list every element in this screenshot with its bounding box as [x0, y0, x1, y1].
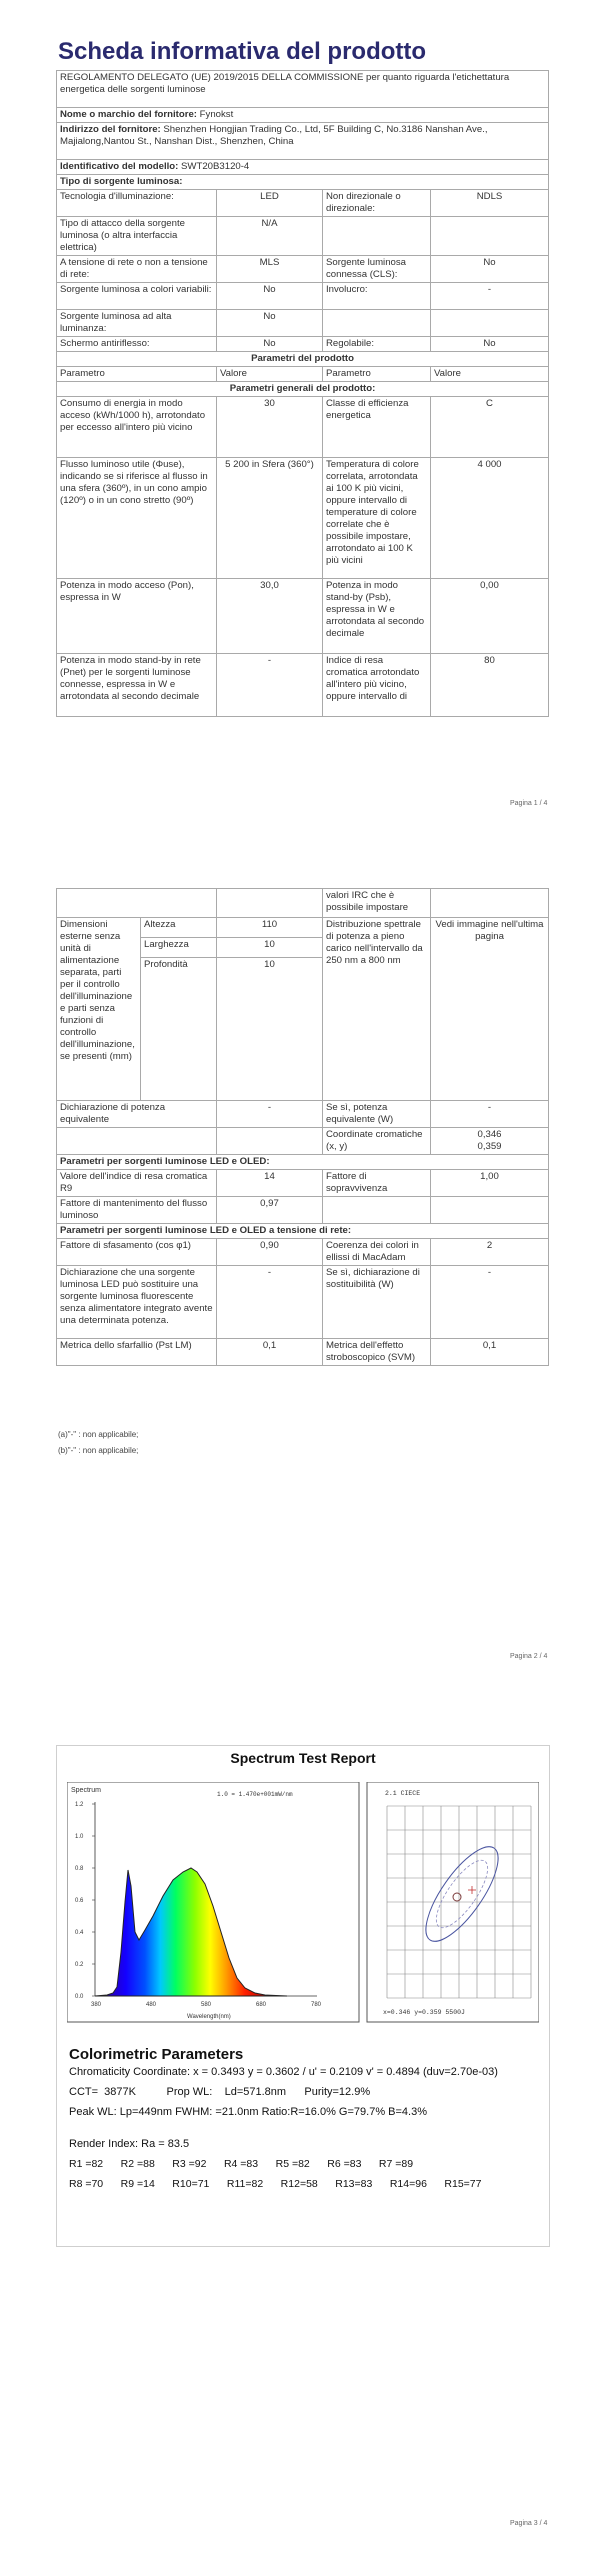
param-value: 30: [217, 397, 323, 458]
param-label: Dichiarazione di potenza equivalente: [57, 1101, 217, 1128]
cct-line: CCT= 3877K Prop WL: Ld=571.8nm Purity=12.9%: [69, 2086, 371, 2098]
spectrum-x-tick: 780: [311, 2002, 322, 2008]
r-values-line-2: R8 =70 R9 =14 R10=71 R11=82 R12=58 R13=83 R14=96 R15=77: [69, 2178, 482, 2190]
table-row: [57, 1101, 549, 1128]
param-label-2: [323, 217, 431, 256]
spectrum-label: Spectrum: [71, 1787, 101, 1794]
page-number-3: Pagina 3 / 4: [510, 2520, 548, 2527]
param-value-2: 2: [431, 1239, 549, 1266]
chromaticity-line: Chromaticity Coordinate: x = 0.3493 y = 0.3602 / u' = 0.2109 v' = 0.4894 (duv=2.70e-03): [69, 2066, 498, 2078]
dim-value-width: 10: [217, 938, 323, 958]
led-oled-header: Parametri per sorgenti luminose LED e OLED:: [57, 1155, 549, 1170]
page-title: Scheda informativa del prodotto: [58, 38, 427, 65]
param-label-2: Regolabile:: [323, 337, 431, 352]
supplier-label: Nome o marchio del fornitore:: [60, 109, 197, 120]
param-value-2: -: [431, 1266, 549, 1339]
param-label-2: Se sì, dichiarazione di sostituibilità (W): [323, 1266, 431, 1339]
product-info-table-page1: [56, 70, 549, 717]
param-value-2: [431, 1197, 549, 1224]
cie-label: 2.1 CIECE: [385, 1790, 421, 1797]
param-label: [57, 1128, 217, 1155]
table-row: [57, 337, 549, 352]
model-value: SWT20B3120-4: [181, 161, 250, 172]
supplier-value: Fynokst: [199, 109, 234, 120]
address-label: Indirizzo del fornitore:: [60, 124, 161, 135]
dim-value-height: 110: [217, 918, 323, 938]
param-label-2: Involucro:: [323, 283, 431, 310]
param-value-2: No: [431, 337, 549, 352]
cont-cell-empty-3: [431, 889, 549, 918]
param-label: Potenza in modo acceso (Pon), espressa in W: [57, 579, 217, 654]
table-row: [57, 256, 549, 283]
param-value: -: [217, 654, 323, 717]
param-value: -: [217, 1101, 323, 1128]
param-label-2: Indice di resa cromatica arrotondato all'intero più vicino, oppure intervallo di: [323, 654, 431, 717]
cie-coords: x=0.346 y=0.359 5500J: [383, 2009, 465, 2016]
table-row: [57, 579, 549, 654]
light-source-type-header: Tipo di sorgente luminosa:: [57, 175, 549, 190]
address-value: Shenzhen Hongjian Trading Co., Ltd, 5F Building C, No.3186 Nanshan Ave., Majialong,Nantou St., Nanshan Dist., Shenzhen, China: [60, 124, 488, 147]
spectral-distribution-label: Distribuzione spettrale di potenza a pieno carico nell'intervallo da 250 nm a 800 nm: [323, 918, 431, 1101]
general-params-header: Parametri generali del prodotto:: [57, 382, 549, 397]
param-value: 0,90: [217, 1239, 323, 1266]
supplier-row: [57, 108, 549, 123]
spectrum-x-tick: 580: [201, 2002, 212, 2008]
model-label: Identificativo del modello:: [60, 161, 179, 172]
param-label: Potenza in modo stand-by in rete (Pnet) per le sorgenti luminose connesse, espressa in W e arrotondata al secondo decimale: [57, 654, 217, 717]
page-number-2: Pagina 2 / 4: [510, 1653, 548, 1660]
dim-value-depth: 10: [217, 958, 323, 1101]
spectrum-formula: 1.0 = 1.470e+001mW/nm: [217, 1791, 293, 1798]
spectral-distribution-value: Vedi immagine nell'ultima pagina: [431, 918, 549, 1101]
param-value-2: 0,00: [431, 579, 549, 654]
cont-text: valori IRC che è possibile impostare: [323, 889, 431, 918]
param-value: N/A: [217, 217, 323, 256]
param-value-2: -: [431, 1101, 549, 1128]
led-oled-mains-header: Parametri per sorgenti luminose LED e OLED a tensione di rete:: [57, 1224, 549, 1239]
spectrum-y-tick: 1.2: [75, 1802, 84, 1808]
param-label: Sorgente luminosa a colori variabili:: [57, 283, 217, 310]
table-row: [57, 397, 549, 458]
table-row: [57, 217, 549, 256]
table-row: [57, 1239, 549, 1266]
cont-cell-empty-2: [217, 889, 323, 918]
param-label: A tensione di rete o non a tensione di rete:: [57, 256, 217, 283]
wavelength-label: Wavelength(nm): [187, 2014, 231, 2020]
param-label-2: Sorgente luminosa connessa (CLS):: [323, 256, 431, 283]
table-row: [57, 283, 549, 310]
param-label: Fattore di mantenimento del flusso luminoso: [57, 1197, 217, 1224]
page-number-1: Pagina 1 / 4: [510, 800, 548, 807]
param-value: 5 200 in Sfera (360°): [217, 458, 323, 579]
dimensions-label: Dimensioni esterne senza unità di alimentazione separata, parti per il controllo dell'illuminazione e parti senza funzioni di controllo dell'illuminazione, se presenti (mm): [57, 918, 141, 1101]
param-label-2: Non direzionale o direzionale:: [323, 190, 431, 217]
param-value: 0,1: [217, 1339, 323, 1366]
address-row: [57, 123, 549, 160]
peak-line: Peak WL: Lp=449nm FWHM: =21.0nm Ratio:R=16.0% G=79.7% B=4.3%: [69, 2106, 427, 2118]
col-header-param-2: Parametro: [323, 367, 431, 382]
dim-key-height: Altezza: [141, 918, 217, 938]
param-label-2: [323, 1197, 431, 1224]
param-value-2: 0,346 0,359: [431, 1128, 549, 1155]
param-label: Valore dell'indice di resa cromatica R9: [57, 1170, 217, 1197]
col-header-param: Parametro: [57, 367, 217, 382]
spectrum-x-tick: 680: [256, 2002, 267, 2008]
product-info-table-page2: [56, 888, 549, 1366]
table-row: [57, 310, 549, 337]
param-label: Flusso luminoso utile (Φuse), indicando se si riferisce al flusso in una sfera (360º), in un cono ampio (120º) o in un cono stretto (90º): [57, 458, 217, 579]
col-header-value-2: Valore: [431, 367, 549, 382]
param-label-2: Coerenza dei colori in ellissi di MacAdam: [323, 1239, 431, 1266]
param-value: No: [217, 337, 323, 352]
param-value: -: [217, 1266, 323, 1339]
table-row: [57, 1339, 549, 1366]
spectrum-x-tick: 480: [146, 2002, 157, 2008]
spectrum-y-tick: 0.2: [75, 1962, 84, 1968]
regulation-text: REGOLAMENTO DELEGATO (UE) 2019/2015 DELLA COMMISSIONE per quanto riguarda l'etichettatura energetica delle sorgenti luminose: [57, 71, 549, 108]
cont-cell-empty: [57, 889, 217, 918]
param-label-2: [323, 310, 431, 337]
table-row: [57, 458, 549, 579]
param-label-2: Fattore di sopravvivenza: [323, 1170, 431, 1197]
table-row: [57, 190, 549, 217]
param-label: Sorgente luminosa ad alta luminanza:: [57, 310, 217, 337]
param-value: 14: [217, 1170, 323, 1197]
param-value-2: [431, 217, 549, 256]
param-value-2: 4 000: [431, 458, 549, 579]
param-value-2: 1,00: [431, 1170, 549, 1197]
param-value-2: 0,1: [431, 1339, 549, 1366]
spectrum-y-tick: 0.4: [75, 1930, 84, 1936]
param-label-2: Coordinate cromatiche (x, y): [323, 1128, 431, 1155]
dim-key-depth: Profondità: [141, 958, 217, 1101]
spectrum-y-tick: 0.0: [75, 1994, 84, 2000]
param-value: No: [217, 310, 323, 337]
dim-key-width: Larghezza: [141, 938, 217, 958]
param-value-2: [431, 310, 549, 337]
param-value: LED: [217, 190, 323, 217]
param-label: Tecnologia d'illuminazione:: [57, 190, 217, 217]
table-row: [57, 1128, 549, 1155]
param-value: [217, 1128, 323, 1155]
param-label-2: Metrica dell'effetto stroboscopico (SVM): [323, 1339, 431, 1366]
spectrum-y-tick: 0.8: [75, 1866, 84, 1872]
render-index-line: Render Index: Ra = 83.5: [69, 2138, 190, 2150]
product-params-header: Parametri del prodotto: [57, 352, 549, 367]
param-label-2: Potenza in modo stand-by (Psb), espressa in W e arrotondata al secondo decimale: [323, 579, 431, 654]
footnote-b: (b)"-" : non applicabile;: [58, 1446, 139, 1455]
spectrum-test-report: [56, 1745, 550, 2247]
table-row: [57, 1266, 549, 1339]
param-label: Consumo di energia in modo acceso (kWh/1000 h), arrotondato per eccesso all'intero più vicino: [57, 397, 217, 458]
table-row: [57, 1197, 549, 1224]
param-value: MLS: [217, 256, 323, 283]
spectrum-y-tick: 1.0: [75, 1834, 84, 1840]
param-value-2: -: [431, 283, 549, 310]
param-value-2: No: [431, 256, 549, 283]
param-label-2: Se sì, potenza equivalente (W): [323, 1101, 431, 1128]
param-label: Fattore di sfasamento (cos φ1): [57, 1239, 217, 1266]
param-value: 0,97: [217, 1197, 323, 1224]
param-label: Tipo di attacco della sorgente luminosa (o altra interfaccia elettrica): [57, 217, 217, 256]
param-label: Schermo antiriflesso:: [57, 337, 217, 352]
param-value: No: [217, 283, 323, 310]
param-label: Metrica dello sfarfallio (Pst LM): [57, 1339, 217, 1366]
param-value-2: NDLS: [431, 190, 549, 217]
table-row: [57, 1170, 549, 1197]
footnote-a: (a)"-" : non applicabile;: [58, 1430, 139, 1439]
spectrum-x-tick: 380: [91, 2002, 102, 2008]
r-values-line-1: R1 =82 R2 =88 R3 =92 R4 =83 R5 =82 R6 =83 R7 =89: [69, 2158, 414, 2170]
report-charts: [67, 1782, 539, 2032]
model-row: [57, 160, 549, 175]
param-value-2: 80: [431, 654, 549, 717]
param-label-2: Classe di efficienza energetica: [323, 397, 431, 458]
param-label-2: Temperatura di colore correlata, arrotondata ai 100 K più vicini, oppure intervallo di temperature di colore correlate che è possibile impostare, arrotondato ai 100 K più vicini: [323, 458, 431, 579]
col-header-value: Valore: [217, 367, 323, 382]
param-label: Dichiarazione che una sorgente luminosa LED può sostituire una sorgente luminosa fluorescente senza alimentatore integrato avente una determinata potenza.: [57, 1266, 217, 1339]
table-row: [57, 654, 549, 717]
colorimetric-title: Colorimetric Parameters: [69, 2046, 244, 2063]
spectrum-y-tick: 0.6: [75, 1898, 84, 1904]
param-value-2: C: [431, 397, 549, 458]
param-value: 30,0: [217, 579, 323, 654]
report-title: Spectrum Test Report: [230, 1750, 376, 1766]
